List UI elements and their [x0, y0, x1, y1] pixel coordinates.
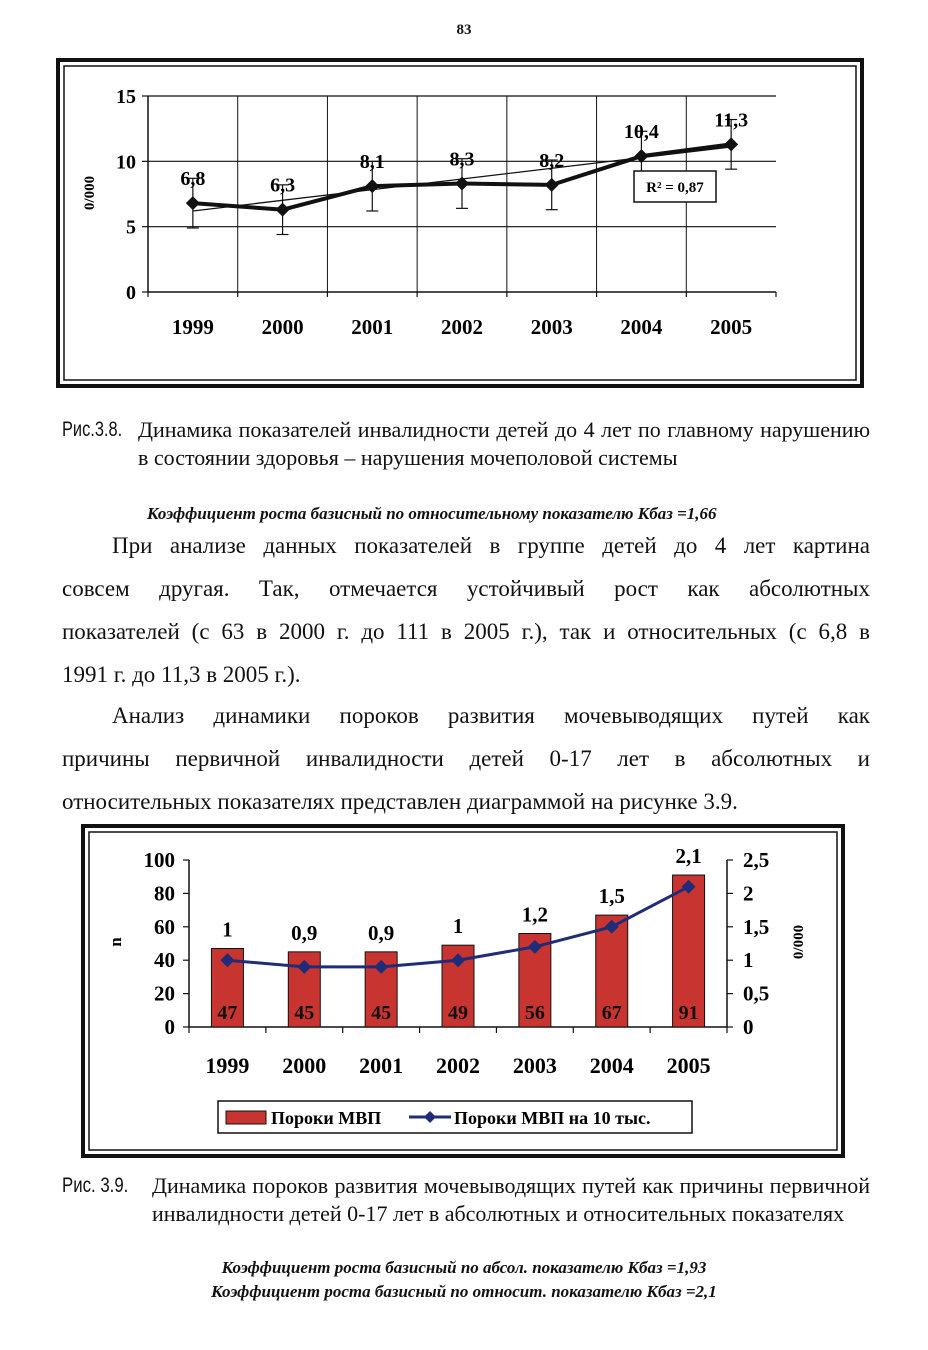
figure-3-8-coefficient: Коэффициент роста базисный по относительному показателю Кбаз =1,66	[147, 504, 717, 523]
left-y-tick-label: 60	[154, 914, 175, 939]
x-tick-label: 2003	[530, 315, 573, 339]
rate-value-label: 1	[452, 914, 464, 939]
right-y-tick-label: 1	[743, 948, 754, 973]
bar-value-label: 91	[678, 1002, 699, 1024]
left-y-tick-label: 20	[154, 981, 175, 1006]
paragraph-2-line: относительных показателях представлен диаграммой на рисунке 3.9.	[62, 789, 738, 814]
x-tick-label: 2005	[666, 1053, 711, 1078]
paragraph-1	[62, 524, 870, 696]
paragraph-2-line: причины первичной инвалидности детей 0-17 лет в абсолютных и	[62, 746, 870, 771]
legend-bar-swatch	[226, 1111, 266, 1124]
x-tick-label: 1999	[205, 1053, 250, 1078]
data-value-label: 10,4	[623, 121, 659, 144]
x-tick-label: 2004	[589, 1053, 634, 1078]
figure-3-8-caption-label: Рис.3.8.	[62, 418, 123, 441]
data-value-label: 6,3	[270, 174, 296, 197]
figure-3-8-chart	[56, 58, 864, 388]
paragraph-2-line: Анализ динамики пороков развития мочевыводящих путей как	[112, 703, 870, 728]
bar-value-label: 49	[448, 1002, 468, 1024]
rate-value-label: 1	[222, 917, 233, 942]
right-y-axis-label: 0/000	[791, 924, 807, 960]
rate-value-label: 1,5	[598, 884, 625, 909]
left-y-tick-label: 100	[143, 848, 175, 872]
paragraph-1-line: 1991 г. до 11,3 в 2005 г.).	[62, 662, 301, 687]
y-axis-label: 0/000	[82, 175, 98, 211]
bar-value-label: 45	[371, 1002, 392, 1024]
x-tick-label: 2001	[359, 1053, 404, 1078]
bar-value-label: 56	[524, 1002, 545, 1024]
paragraph-1-line: При анализе данных показателей в группе детей до 4 лет картина	[112, 533, 870, 558]
data-value-label: 8,3	[449, 148, 475, 171]
x-tick-label: 2003	[512, 1053, 557, 1078]
right-y-tick-label: 1,5	[743, 914, 770, 939]
rate-value-label: 0,9	[368, 920, 395, 945]
rate-value-label: 1,2	[521, 902, 548, 927]
bar-value-label: 45	[294, 1002, 315, 1024]
x-tick-label: 2000	[261, 315, 304, 339]
data-value-label: 8,1	[359, 151, 385, 174]
figure-3-9-caption-text: Динамика пороков развития мочевыводящих путей как причины первичной инвалидности детей 0-17 лет в абсолютных и относительных показателях	[152, 1173, 870, 1226]
paragraph-1-line: показателей (с 63 в 2000 г. до 111 в 2005 г.), так и относительных (с 6,8 в	[62, 619, 870, 644]
x-tick-label: 2002	[441, 315, 483, 339]
x-tick-label: 2000	[282, 1053, 327, 1078]
page-number: 83	[456, 22, 472, 38]
r2-label: R² = 0,87	[646, 180, 704, 196]
x-tick-label: 1999	[171, 315, 214, 339]
paragraph-1-line: совсем другая. Так, отмечается устойчивый рост как абсолютных	[62, 576, 870, 601]
right-y-tick-label: 0,5	[743, 981, 770, 1006]
bar-value-label: 67	[601, 1002, 622, 1024]
y-tick-label: 10	[116, 151, 136, 174]
figure-3-8-caption-text: Динамика показателей инвалидности детей до 4 лет по главному нарушению в состоянии здоровья – нарушения мочеполовой системы	[138, 417, 870, 470]
left-y-tick-label: 40	[154, 948, 175, 973]
legend-label-bars: Пороки МВП	[271, 1108, 382, 1128]
y-tick-label: 5	[126, 216, 136, 239]
rate-value-label: 0,9	[291, 920, 318, 945]
y-tick-label: 15	[116, 86, 136, 108]
figure-3-9-caption-label: Рис. 3.9.	[62, 1174, 129, 1197]
figure-3-9-coefficient-absolute: Коэффициент роста базисный по абсол. показателю Кбаз =1,93	[221, 1258, 707, 1277]
right-y-tick-label: 2,5	[743, 848, 770, 872]
x-tick-label: 2002	[436, 1053, 480, 1078]
data-value-label: 11,3	[714, 109, 749, 132]
figure-3-9-coefficient-relative: Коэффициент роста базисный по относит. показателю Кбаз =2,1	[211, 1282, 717, 1301]
x-tick-label: 2005	[710, 315, 753, 339]
left-y-tick-label: 80	[154, 881, 175, 906]
right-y-tick-label: 0	[743, 1015, 754, 1039]
bar-value-label: 47	[217, 1002, 238, 1024]
legend-label-line: Пороки МВП на 10 тыс.	[454, 1108, 651, 1128]
x-tick-label: 2004	[620, 315, 663, 339]
data-value-label: 6,8	[180, 168, 206, 191]
chart-legend	[218, 1101, 692, 1133]
figure-3-9-chart	[81, 824, 845, 1158]
left-y-axis-label: n	[106, 937, 125, 947]
r2-annotation	[634, 171, 716, 202]
x-tick-label: 2001	[351, 315, 394, 339]
right-y-tick-label: 2	[743, 881, 754, 906]
rate-value-label: 2,1	[675, 844, 702, 869]
y-tick-label: 0	[126, 282, 136, 304]
data-value-label: 8,2	[539, 149, 565, 172]
paragraph-2	[62, 694, 870, 823]
left-y-tick-label: 0	[164, 1015, 175, 1039]
